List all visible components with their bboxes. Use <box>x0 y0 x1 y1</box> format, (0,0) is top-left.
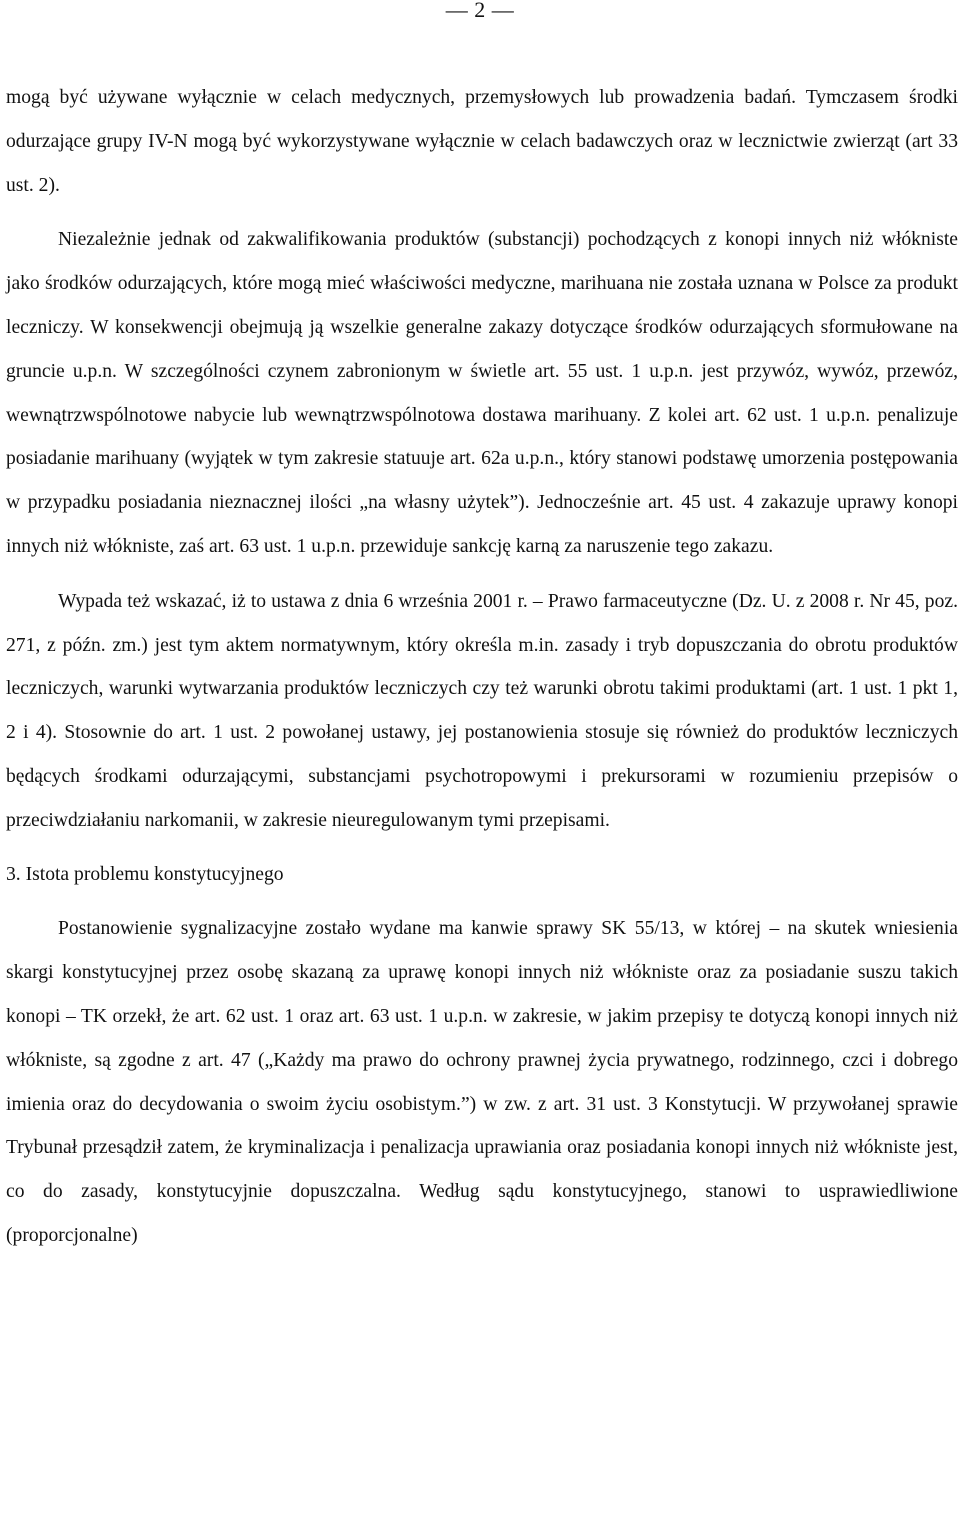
paragraph-prawo-farmaceutyczne: Wypada też wskazać, iż to ustawa z dnia 6 września 2001 r. – Prawo farmaceutyczne (Dz. U. z 2008 r. Nr 45, poz. 271, z późn. zm.) jest tym aktem normatywnym, który określa m.in. zasady i tryb dopuszczania do obrotu produktów leczniczych, warunki wytwarzania produktów leczniczych czy też warunki obrotu takimi produktami (art. 1 ust. 1 pkt 1, 2 i 4). Stosownie do art. 1 ust. 2 powołanej ustawy, jej postanowienia stosuje się również do produktów leczniczych będących środkami odurzającymi, substancjami psychotropowymi i prekursorami w rozumieniu przepisów o przeciwdziałaniu narkomanii, w zakresie nieuregulowanym tymi przepisami. <box>6 590 958 831</box>
section-heading: 3. Istota problemu konstytucyjnego <box>6 863 284 885</box>
page-number: — 2 — <box>0 0 960 28</box>
paragraph-continuation: mogą być używane wyłącznie w celach medycznych, przemysłowych lub prowadzenia badań. Tymczasem środki odurzające grupy IV-N mogą być wykorzystywane wyłącznie w celach badawczych oraz w lecznictwie zwierząt (art 33 ust. 2). <box>6 87 958 196</box>
paragraph-marihuana-status: Niezależnie jednak od zakwalifikowania produktów (substancji) pochodzących z konopi innych niż włókniste jako środków odurzających, które mogą mieć właściwości medyczne, marihuana nie została uznana w Polsce za produkt leczniczy. W konsekwencji obejmują ją wszelkie generalne zakazy dotyczące środków odurzających sformułowane na gruncie u.p.n. W szczególności czynem zabronionym w świetle art. 55 ust. 1 u.p.n. jest przywóz, wywóz, przewóz, wewnątrzwspólnotowe nabycie lub wewnątrzwspólnotowa dostawa marihuany. Z kolei art. 62 ust. 1 u.p.n. penalizuje posiadanie marihuany (wyjątek w tym zakresie statuuje art. 62a u.p.n., który stanowi podstawę umorzenia postępowania w przypadku posiadania nieznacznej ilości „na własny użytek”). Jednocześnie art. 45 ust. 4 zakazuje uprawy konopi innych niż włókniste, zaś art. 63 ust. 1 u.p.n. przewiduje sankcję karną za naruszenie tego zakazu. <box>6 229 958 557</box>
document-body <box>6 76 958 1258</box>
page-number-value: 2 <box>474 0 486 22</box>
paragraph-constitutional-problem: Postanowienie sygnalizacyjne zostało wydane ma kanwie sprawy SK 55/13, w której – na skutek wniesienia skargi konstytucyjnej przez osobę skazaną za uprawę konopi innych niż włókniste oraz za posiadanie suszu takich konopi – TK orzekł, że art. 62 ust. 1 oraz art. 63 ust. 1 u.p.n. w zakresie, w jakim przepisy te dotyczą konopi innych niż włókniste, są zgodne z art. 47 („Każdy ma prawo do ochrony prawnej życia prywatnego, rodzinnego, czci i dobrego imienia oraz do decydowania o swoim życiu osobistym.”) w zw. z art. 31 ust. 3 Konstytucji. W przywołanej sprawie Trybunał przesądził zatem, że kryminalizacja i penalizacja uprawiania oraz posiadania konopi innych niż włókniste jest, co do zasady, konstytucyjnie dopuszczalna. Według sądu konstytucyjnego, stanowi to usprawiedliwione (proporcjonalne) <box>6 918 958 1246</box>
